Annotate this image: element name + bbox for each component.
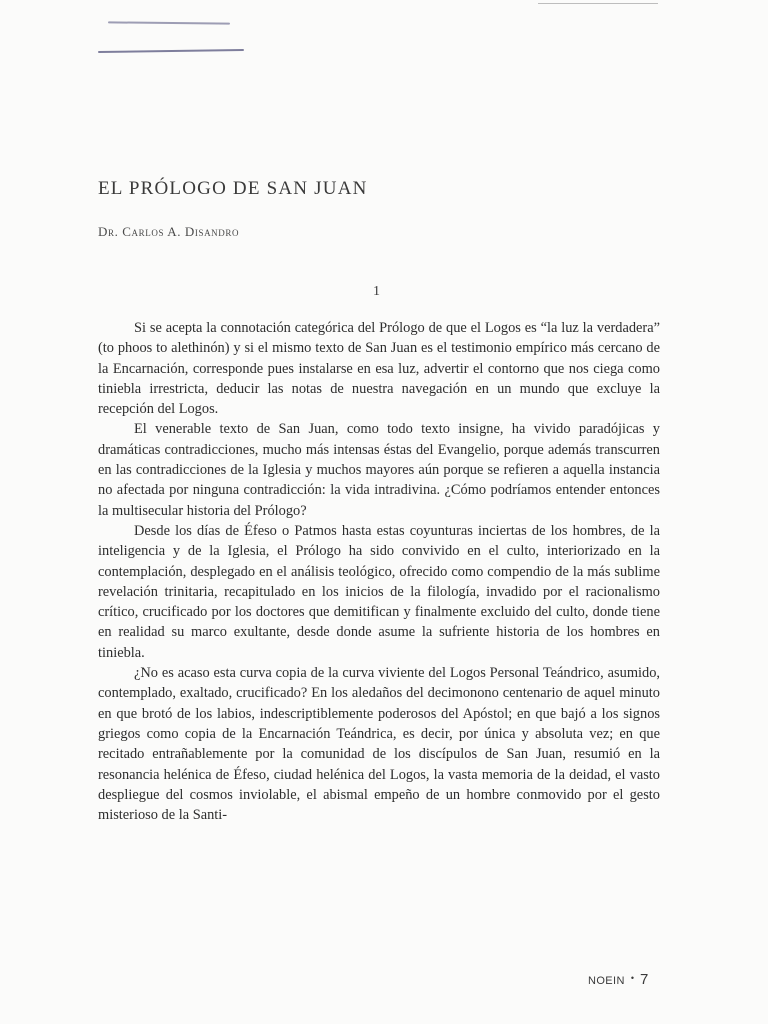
journal-name: NOEIN [588, 975, 625, 987]
body-paragraph: Desde los días de Éfeso o Patmos hasta estas coyunturas inciertas de los hombres, de la inteligencia y de la Iglesia, el Prólogo ha sido convivido en el culto, interiorizado en la contemplación, desplegado en el análisis teológico, ofrecido como compendio de la más sublime revelación trinitaria, recapitulado en los inicios de la filología, invadido por el racionalismo crítico, crucificado por los doctores que demitifican y finalmente excluido del culto, donde tiene en realidad su marco exultante, desde donde asume la sufriente historia de los hombres en tiniebla. [98, 522, 660, 661]
footer-separator: • [630, 973, 634, 983]
article-body [98, 318, 660, 825]
page-number: 7 [640, 971, 649, 988]
pen-stroke-mark [98, 49, 244, 53]
body-paragraph: El venerable texto de San Juan, como todo texto insigne, ha vivido paradójicas y dramáticas contradicciones, mucho más intensas éstas del Evangelio, porque además transcurren en las contradicciones de la Iglesia y muchos mayores aún porque se refieren a aquella instancia no afectada por ninguna contradicción: la vida intradivina. ¿Cómo podríamos entender entonces la multisecular historia del Prólogo? [98, 421, 660, 519]
body-paragraph: ¿No es acaso esta curva copia de la curva viviente del Logos Personal Teándrico, asumido, contemplado, exaltado, crucificado? En los aledaños del decimonono centenario de aquel minuto en que brotó de los labios, indescriptiblemente poderosos del Apóstol; en que bajó a los signos griegos como copia de la Encarnación Teándrica, es decir, por única y absoluta vez; en que recitado entrañablemente por la comunidad de los discípulos de San Juan, resumió en la resonancia helénica de Éfeso, ciudad helénica del Logos, la vasta memoria de la deidad, el vasto despliegue del cosmos inviolable, el abismal empeño de un hombre conmovido por el gesto misterioso de la Santi- [98, 665, 660, 824]
scan-edge-line [538, 3, 658, 4]
article-title: EL PRÓLOGO DE SAN JUAN [98, 178, 368, 199]
body-paragraph: Si se acepta la connotación categórica del Prólogo de que el Logos es “la luz la verdadera” (to phoos to alethinón) y si el mismo texto de San Juan es el testimonio empírico más cercano de la Encarnación, corresponde pues instalarse en esa luz, advertir el contorno que nos ciega como tiniebla irrestricta, deducir las notas de nuestra navegación en un mundo que excluye la recepción del Logos. [98, 320, 660, 418]
pen-stroke-mark [108, 21, 230, 24]
article-author: Dr. Carlos A. Disandro [98, 224, 240, 239]
section-number: 1 [373, 284, 380, 299]
page-footer [588, 971, 648, 989]
